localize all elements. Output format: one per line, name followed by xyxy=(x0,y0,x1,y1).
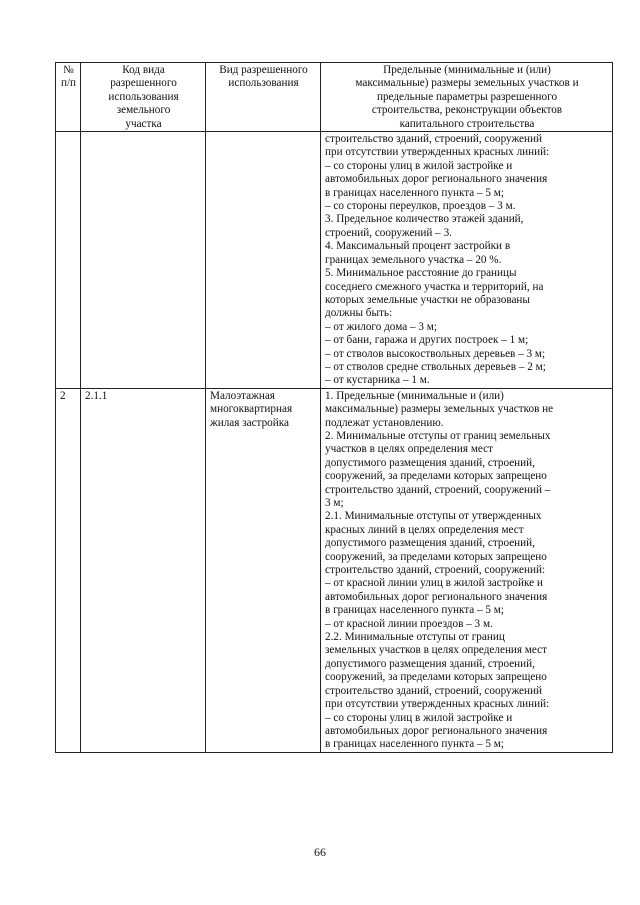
land-use-regulations-table xyxy=(55,62,613,753)
row-use-cell xyxy=(206,388,321,752)
text-line: 2.2. Минимальные отступы от границ xyxy=(325,631,505,644)
text-line: Малоэтажная xyxy=(210,389,275,402)
text-line: строительства, реконструкции объектов xyxy=(371,104,563,117)
text-line: красных линий в целях определения мест xyxy=(325,523,524,536)
text-line: 2. Минимальные отступы от границ земельных xyxy=(325,429,551,442)
text-line: 3 м; xyxy=(325,497,344,509)
text-line: 4. Максимальный процент застройки в xyxy=(325,240,511,253)
text-line: строительство зданий, строений, сооружений xyxy=(325,684,542,697)
header-use-code xyxy=(81,63,206,132)
row-number-cell: 2 xyxy=(56,388,81,752)
text-line: многоквартирная xyxy=(210,403,293,416)
text-line: – от красной линии улиц в жилой застройке и xyxy=(325,577,543,590)
text-line: 2.1. Минимальные отступы от утвержденных xyxy=(325,510,542,523)
text-line: – от стволов средне ствольных деревьев – 2 м; xyxy=(325,360,546,373)
text-line: участка xyxy=(125,117,162,130)
header-permitted-use xyxy=(206,63,321,132)
text-line: автомобильных дорог регионального значения xyxy=(325,724,548,737)
text-line: – со стороны переулков, проездов – 3 м. xyxy=(325,200,516,213)
row-params-cell xyxy=(321,132,613,389)
text-line: Код вида xyxy=(122,64,165,76)
row-params-cell xyxy=(321,388,613,752)
text-line: – от бани, гаража и других построек – 1 м; xyxy=(325,334,529,347)
text-line: в границах населенного пункта – 5 м; xyxy=(325,738,504,751)
row-use-cell xyxy=(206,132,321,389)
text-line: № xyxy=(63,64,74,76)
text-line: границах земельного участка – 20 %. xyxy=(325,253,502,266)
text-line: допустимого размещения зданий, строений, xyxy=(325,456,535,469)
text-line: жилая застройка xyxy=(210,416,289,429)
text-line: строительство зданий, строений, сооружений – xyxy=(325,483,551,496)
header-limit-parameters xyxy=(321,63,613,132)
text-line: строительство зданий, строений, сооружений: xyxy=(325,564,546,577)
text-line: соседнего смежного участка и территорий, на xyxy=(325,280,544,293)
text-line: которых земельные участки не образованы xyxy=(325,293,530,306)
text-line: должны быть: xyxy=(325,307,393,320)
text-line: сооружений, за пределами которых запрещено xyxy=(325,470,547,483)
text-line: – от красной линии проездов – 3 м. xyxy=(325,617,493,630)
text-line: сооружений, за пределами которых запрещено xyxy=(325,671,547,684)
text-line: допустимого размещения зданий, строений, xyxy=(325,657,535,670)
text-line: максимальные) размеры земельных участков не xyxy=(325,403,554,416)
table-header-row xyxy=(56,63,613,132)
text-line: земельных участков в целях определения мест xyxy=(325,644,548,657)
text-line: 1. Предельные (минимальные и (или) xyxy=(325,389,504,402)
text-line: сооружений, за пределами которых запрещено xyxy=(325,550,547,563)
text-line: подлежат установлению. xyxy=(325,416,444,429)
text-line: использования xyxy=(228,77,299,90)
text-line: Предельные (минимальные и (или) xyxy=(383,64,551,76)
text-line: Вид разрешенного xyxy=(219,64,308,76)
text-line: максимальные) размеры земельных участков и xyxy=(355,77,579,90)
text-line: автомобильных дорог регионального значения xyxy=(325,173,548,186)
text-line: использования xyxy=(108,90,179,103)
text-line: – со стороны улиц в жилой застройке и xyxy=(325,159,513,172)
text-line: предельные параметры разрешенного xyxy=(376,90,558,103)
text-line: автомобильных дорог регионального значения xyxy=(325,590,548,603)
text-line: – со стороны улиц в жилой застройке и xyxy=(325,711,513,724)
table-row xyxy=(56,388,613,752)
text-line: в границах населенного пункта – 5 м; xyxy=(325,604,504,617)
text-line: 3. Предельное количество этажей зданий, xyxy=(325,213,524,226)
text-line: при отсутствии утвержденных красных линий: xyxy=(325,698,550,711)
text-line: строений, сооружений – 3. xyxy=(325,226,452,239)
text-line: – от кустарника – 1 м. xyxy=(325,374,430,387)
row-number-cell xyxy=(56,132,81,389)
text-line: при отсутствии утвержденных красных линий: xyxy=(325,146,550,159)
row-code-cell xyxy=(81,132,206,389)
text-line: – от жилого дома – 3 м; xyxy=(325,320,437,333)
table-row xyxy=(56,132,613,389)
text-line: разрешенного xyxy=(110,77,177,90)
row-code-cell: 2.1.1 xyxy=(81,388,206,752)
text-line: 5. Минимальное расстояние до границы xyxy=(325,267,517,280)
text-line: капитального строительства xyxy=(399,117,535,130)
text-line: земельного xyxy=(116,104,171,117)
text-line: допустимого размещения зданий, строений, xyxy=(325,537,535,550)
text-line: п/п xyxy=(60,77,77,90)
page-number: 66 xyxy=(314,845,326,859)
text-line: в границах населенного пункта – 5 м; xyxy=(325,186,504,199)
text-line: строительство зданий, строений, сооружений xyxy=(325,133,542,146)
text-line: – от стволов высокоствольных деревьев – 3 м; xyxy=(325,347,546,360)
text-line: участков в целях определения мест xyxy=(325,443,494,456)
header-number xyxy=(56,63,81,132)
